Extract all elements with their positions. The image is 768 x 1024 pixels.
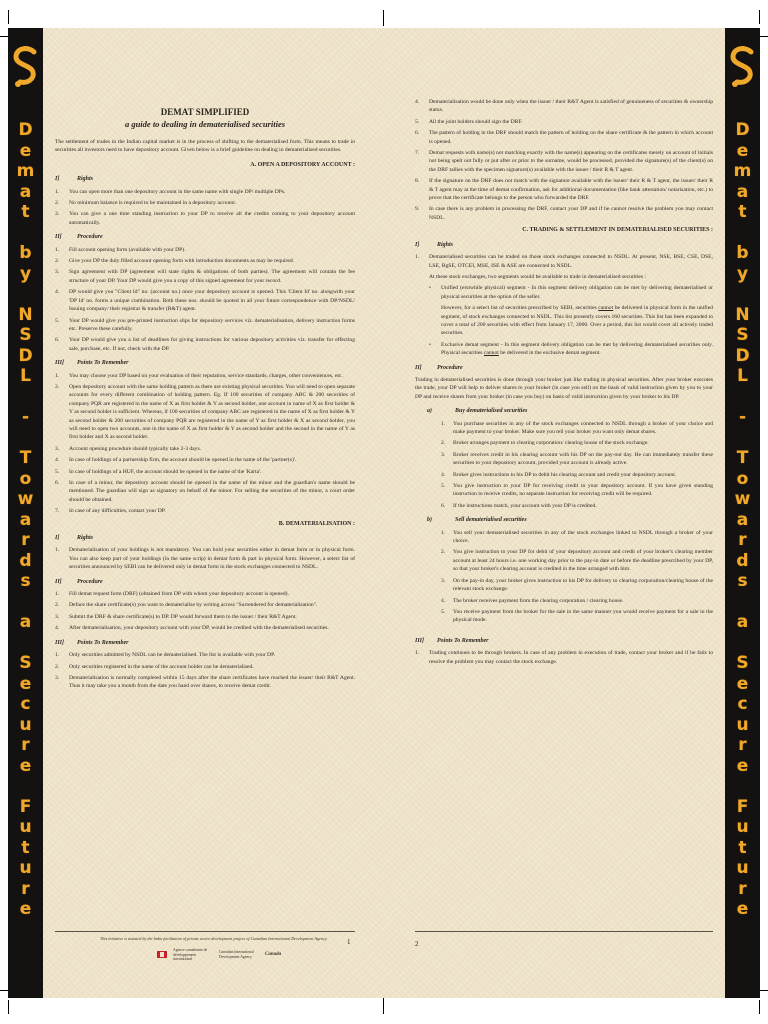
slogan-letter: S [736,653,749,673]
slogan-letter: r [21,878,30,899]
slogan-letter: c [737,694,748,714]
subheading: III] Points To Remember [55,639,129,646]
section-heading-a: A. OPEN A DEPOSITORY ACCOUNT : [250,161,355,168]
slogan-letter: S [19,653,32,673]
subheading: I] Rights [55,176,94,183]
slogan-letter [740,428,746,449]
list-item: 3. Dematerialisation is normally completed within 15 days after the share certificates have reached the issuer/ their R&T Agent. Thus it may take you a month from the date you hand over shares, to receive demat credit. [55,674,355,690]
slogan-letter: D [735,345,750,366]
list-item: 3. Sign agreement with DP (agreement will state rights & obligations of both parties). The agreement will contain the fee structure of your DP. Your DP would give you a copy of this signed agreement for your record. [55,269,355,284]
list-item: 3. Submit the DRF & share certificate(s) to DP. DP would forward them to the issuer / their R&T Agent. [55,613,297,620]
numbered-list [415,529,713,625]
slogan-letter [740,387,746,408]
list-item: 2. Deface the share certificate(s) you want to dematerialise by writing across "Surrendered for dematerialisation". [55,602,318,609]
cida-french-name: Agence canadienne de développement international [173,948,208,962]
list-item: 4. DP would give you "Client Id" no. (account no.) once your depository account is opened. This 'Client Id' no. alongwith your 'DP Id' no. forms a unique combination. Both these nos. should be quoted in all your future correspondence with DP/NSDL/ Issuing company/ their registrar & transfer (R&T) agent. [55,289,355,313]
numbered-list [55,651,355,691]
numbered-list [415,98,713,222]
crop-mark [383,998,384,1014]
intro-paragraph: The settlement of trades in the Indian capital market is in the process of shifting to the dematerialised form. This means to trade in securities all investors need to have depository account. Given below is a brief guideline on dealing in dematerialised securities. [55,139,355,154]
slogan-letter: r [21,735,30,755]
subheading: I] Rights [55,535,94,542]
slogan-letter [740,776,746,797]
slogan-letter: s [20,571,31,591]
list-item: 1. Fill demat request form (DRF) (obtained from DP with whom your depository account is opened). [55,591,289,598]
slogan-letter: D [735,120,750,140]
page-number: 1 [347,938,351,946]
slogan-letter: u [736,858,749,878]
subheading: b) Sell dematerialised securities [427,517,527,524]
slogan-letter [740,592,746,613]
page-number: 2 [415,940,419,948]
list-item: 1. Only securities admitted by NSDL can be dematerialised. The list is available with your DP. [55,652,275,659]
slogan-letter: b [19,243,32,263]
list-item: 6. The pattern of holding in the DRF should match the pattern of holding on the share certificate & the pattern in which account is opened. [415,130,713,145]
left-side-band [8,28,43,998]
slogan-letter: T [736,448,749,468]
page-title: DEMAT SIMPLIFIED [160,107,250,117]
subheading: II] Procedure [55,234,103,241]
slogan-letter: a [19,181,32,202]
slogan-letter [23,592,29,613]
list-item: 5. You receive payment from the broker for the sale in the same manner you would receive payment for a sale in the physical mode. [441,608,713,624]
slogan-letter: u [736,817,749,837]
slogan-letter: a [736,509,749,530]
slogan-letter: e [736,899,749,919]
list-item: 5. In case of holdings of a HUF, the account should be opened in the name of the 'Karta'. [55,468,262,475]
slogan-letter: u [736,714,749,735]
list-item: 7. In case of any difficulties, contact your DP. [55,508,166,515]
list-item: 4. The broker receives payment from the clearing corporation / clearing house. [441,597,624,604]
slogan-letter [23,776,29,797]
list-item: 1. Fill account opening form (available with your DP). [55,246,186,253]
slogan-letter: r [21,530,30,550]
numbered-list [55,188,355,228]
list-item: 5. You give instruction to your DP for receiving credit in your depository account. If you have given standing instruction to receive credits, no separate instruction for receiving credit will be required. [441,483,713,498]
slogan-letter: e [19,673,32,694]
section-heading-c: C. TRADING & SETTLEMENT IN DEMATERIALISED SECURITIES : [522,227,713,234]
numbered-list [415,420,713,511]
paragraph: However, for a select list of securities prescribed by SEBI, securities cannot be delivered in physical form in the unified segment, of stock exchanges connected to NSDL. This list presently covers 160 securities. This list has been expanded to cover a total of 200 securities with effect from January 17, 2000. Over a period, this list would cover all actively traded securities. [441,305,713,337]
slogan-letter: F [19,796,32,817]
list-item: 3. Account opening procedure should typically take 2-3 days. [55,445,202,452]
list-item: 9. In case there is any problem in processing the DRF, contact your DP and if he cannot resolve the problem you may contact NSDL. [415,206,713,221]
list-item: 1. Trading continues to be through brokers. In case of any problem in execution of trade, contact your broker and if he fails to resolve the problem you may contact the stock exchange. [415,650,713,665]
slogan-letter: F [736,796,749,817]
slogan-letter [740,223,746,244]
slogan-letter: e [19,755,32,776]
crop-mark [383,10,384,26]
slogan-letter: y [736,263,749,284]
list-item: 3. You can give a one time standing instruction to your DP to receive all the credits coming to your depository account automatically. [55,211,355,226]
slogan-letter: e [19,140,32,161]
list-item: 1. You may choose your DP based on your evaluation of their reputation, service standards, charges, other conveniences, etc. [55,372,343,379]
slogan-letter [23,428,29,449]
list-item: 1. You sell your dematerialised securities in any of the stock exchanges linked to NSDL through a broker of your choice. [441,529,713,545]
slogan-letter [23,387,29,408]
paragraph: At these stock exchanges, two segments would be available to trade in dematerialised securities : [429,273,647,280]
list-item: 1. You can open more than one depository account in the same name with single DP/ multiple DPs. [55,188,286,195]
vertical-slogan [725,120,760,920]
slogan-letter: o [736,468,749,489]
slogan-letter: w [734,489,751,509]
cida-english-name: Canadian International Development Agency [219,950,254,959]
slogan-letter: u [19,714,32,735]
subheading: a) Buy dematerialised securities [427,408,528,415]
slogan-letter: d [736,550,749,571]
slogan-letter: L [737,366,748,386]
page-subtitle: a guide to dealing in dematerialised securities [124,119,286,129]
numbered-list [415,649,713,666]
slogan-letter: L [20,366,31,386]
slogan-letter: o [19,468,32,489]
subheading: II] Procedure [415,364,463,371]
list-item: 4. Dematerialisation would be done only when the issuer / their R&T Agent is satisfied of genuineness of securities & ownership status. [415,99,713,114]
slogan-letter: N [18,304,33,325]
slogan-letter: m [16,161,35,181]
slogan-letter: a [19,612,32,632]
slogan-letter: y [19,263,32,284]
slogan-letter: e [736,755,749,776]
slogan-letter: r [738,530,747,550]
numbered-list [55,246,355,353]
list-item: 3. On the pay-in day, your broker gives instruction to his DP for delivery to clearing corporation/clearing house of the relevant stock exchange. [441,577,713,593]
footer-divider [55,931,355,932]
slogan-letter: m [733,161,752,181]
bullet-item: • Unified (erstwhile physical) segment - In this segment delivery obligation can be met by delivering dematerialised or physical securities at the option of the seller. [429,285,713,300]
slogan-letter [23,223,29,244]
cida-logo [157,948,281,962]
slogan-letter: D [18,120,33,140]
list-item: 2. Broker arranges payment to clearing corporation/ clearing house of the stock exchange. [441,440,649,447]
slogan-letter: - [738,407,747,427]
numbered-list [55,372,355,516]
slogan-letter [740,633,746,654]
list-item: 3. Broker receives credit in his clearing account with his DP on the pay-out day. He can immediately transfer these securities to your depository account, provided your account is already active. [441,451,713,467]
slogan-letter: - [21,407,30,427]
subheading: III] Points To Remember [55,360,129,367]
crop-mark [759,10,760,24]
subheading: III] Points To Remember [415,637,489,644]
slogan-letter: t [21,837,30,858]
slogan-letter: N [735,304,750,325]
canada-flag-icon [157,951,167,958]
list-item: 6. In case of a minor, the depository account should be opened in the name of the minor and the guardian's name should be mentioned. The guardian will sign as signatory on behalf of the minor. For selling the securities of the minor, a court order should be obtained. [55,480,355,503]
crop-mark [759,1000,760,1014]
right-side-band [725,28,760,998]
slogan-letter: b [736,243,749,263]
footer-note: This initiative is assisted by the India facilitation of private sector development project of Canadian International Development Agency. [100,936,328,941]
slogan-letter: a [19,509,32,530]
numbered-list [55,590,355,633]
list-item: 8. If the signature on the DRF does not match with the signature available with the issuer/ their R & T agent, the issuer/ their R & T agent may at the time of demat confirmation, ask for additional documentation (like bank attestation/ notarisation, etc.) to prove that the certificate belongs to the person who forwarded the DRF. [415,178,713,202]
list-item: 1. Dematerialised securities can be traded on those stock exchanges connected to NSDL. At present, NSE, BSE, CSE, DSE, LSE, BgSE, OTCEI, MSE, ISE & ASE are connected to NSDL. [415,254,713,269]
list-item: 6. If the instructions match, your account with your DP is credited. [441,502,597,509]
subheading: I] Rights [415,241,454,248]
slogan-letter: c [20,694,31,714]
list-item: 6. Your DP would give you a list of deadlines for giving instructions for various depository activities viz. transfer for effecting sale, purchase, etc. If not, check with the DP. [55,337,355,352]
list-item: 1. You purchase securities in any of the stock exchanges connected to NSDL through a broker of your choice and make payment to your broker. Make sure you tell your broker you want only demat shares. [441,420,713,435]
section-heading-b: B. DEMATERIALISATION : [278,520,355,527]
slogan-letter: r [738,878,747,899]
footer-divider [415,931,713,932]
slogan-letter: t [21,202,30,222]
list-item: 5. Your DP would give you pre-printed instruction slips for depository services viz. dematerialisation, delivery instruction forms etc. Preserve these carefully. [55,317,355,332]
list-item: 2. Open depository account with the same holding pattern as there are existing physical securities. You will need to open separate accounts for every different combination of holding pattern. Eg. If 100 securities of company ABC & 200 securities of company PQR are registered in the name of X as first holder & Y as second holder, one account in name of X as first holder & Y as second holder is sufficient. Whereas, if 100 securities of company ABC are registered in the name of X as first holder & Y as second holder & 200 securities of company PQR are registered in the name of Y as first holder & X as second holder, you will need to open two accounts, one in the name of X as first holder & Y as second holder and the second in the name of Y as first holder and X as second holder. [55,383,355,441]
slogan-letter: u [19,858,32,878]
canada-wordmark: Canada [265,951,282,957]
list-item: 2. You give instruction to your DP for debit of your depository account and credit of your broker's clearing member account at least 24 hours i.e. one working day prior to the pay-in date or before the deadline prescribed by your DP, so that your broker's clearing account is credited in the time arranged with him. [441,549,713,573]
slogan-letter: t [738,202,747,222]
list-item: 2. No minimum balance is required to be maintained in a depository account. [55,200,237,207]
list-item: 2. Give your DP the duly filled account opening form with introduction documents as may be required. [55,258,295,265]
nsdl-logo-icon [12,46,39,90]
slogan-letter: D [18,345,33,366]
nsdl-logo-icon [729,46,756,90]
right-page-column [415,98,713,669]
slogan-letter: d [19,550,32,571]
slogan-letter: S [19,325,32,345]
bullet-item: • Exclusive demat segment - In this segment delivery obligation can be met by delivering dematerialised securities only. Physical securities cannot be delivered in the exclusive demat segment. [429,341,713,357]
slogan-letter [23,284,29,305]
subheading: II] Procedure [55,578,103,585]
slogan-letter: a [736,612,749,632]
crop-mark [8,1000,9,1014]
slogan-letter: e [19,899,32,919]
slogan-letter: s [737,571,748,591]
vertical-slogan [8,120,43,920]
slogan-letter: T [19,448,32,468]
left-page-column [55,98,355,694]
list-item: 4. Broker gives instructions to his DP to debit his clearing account and credit your depository account. [441,471,677,478]
slogan-letter [23,633,29,654]
slogan-letter [740,284,746,305]
slogan-letter: u [19,817,32,837]
slogan-letter: S [736,325,749,345]
slogan-letter: a [736,181,749,202]
list-item: 1. Dematerialisation of your holdings is not mandatory. You can hold your securities either in demat form or in physical form. You can also keep part of your holdings (in the same scrip) in demat form & part in physical form. However, a select list of securities announced by SEBI can be delivered only in demat form in the stock exchanges connected to NSDL. [55,547,355,571]
slogan-letter: w [17,489,34,509]
slogan-letter: t [738,837,747,858]
slogan-letter: e [736,673,749,694]
list-item: 4. In case of holdings of a partnership firm, the account should be opened in the name of the 'partner(s)'. [55,457,297,464]
list-item: 7. Demat requests with name(s) not matching exactly with the name(s) appearing on the certificates merely on account of initials not being spelt out fully or put after or prior to the surname, would be processed, provided the signature(s) of the client(s) on the DRF tallies with the specimen signature(s) available with the issuer / their R & T agent. [415,150,713,173]
paragraph: Trading in dematerialised securities is done through your broker just like trading in physical securities. After your broker executes the trade, your DP will help to deliver shares to your broker (in case you sell) on the basis of valid instruction given by you to your DP and receive shares from your broker (in case you buy) on basis of valid instruction given by your broker to his DP. [415,376,713,400]
list-item: 4. After dematerialisation, your depository account with your DP, would be credited with the dematerialised securities. [55,625,329,632]
numbered-list [55,546,355,571]
slogan-letter: r [738,735,747,755]
crop-mark [8,10,9,24]
slogan-letter: e [736,140,749,161]
list-item: 5. All the joint holders should sign the DRF. [415,118,523,125]
list-item: 2. Only securities registered in the name of the account holder can be dematerialised. [55,663,254,670]
